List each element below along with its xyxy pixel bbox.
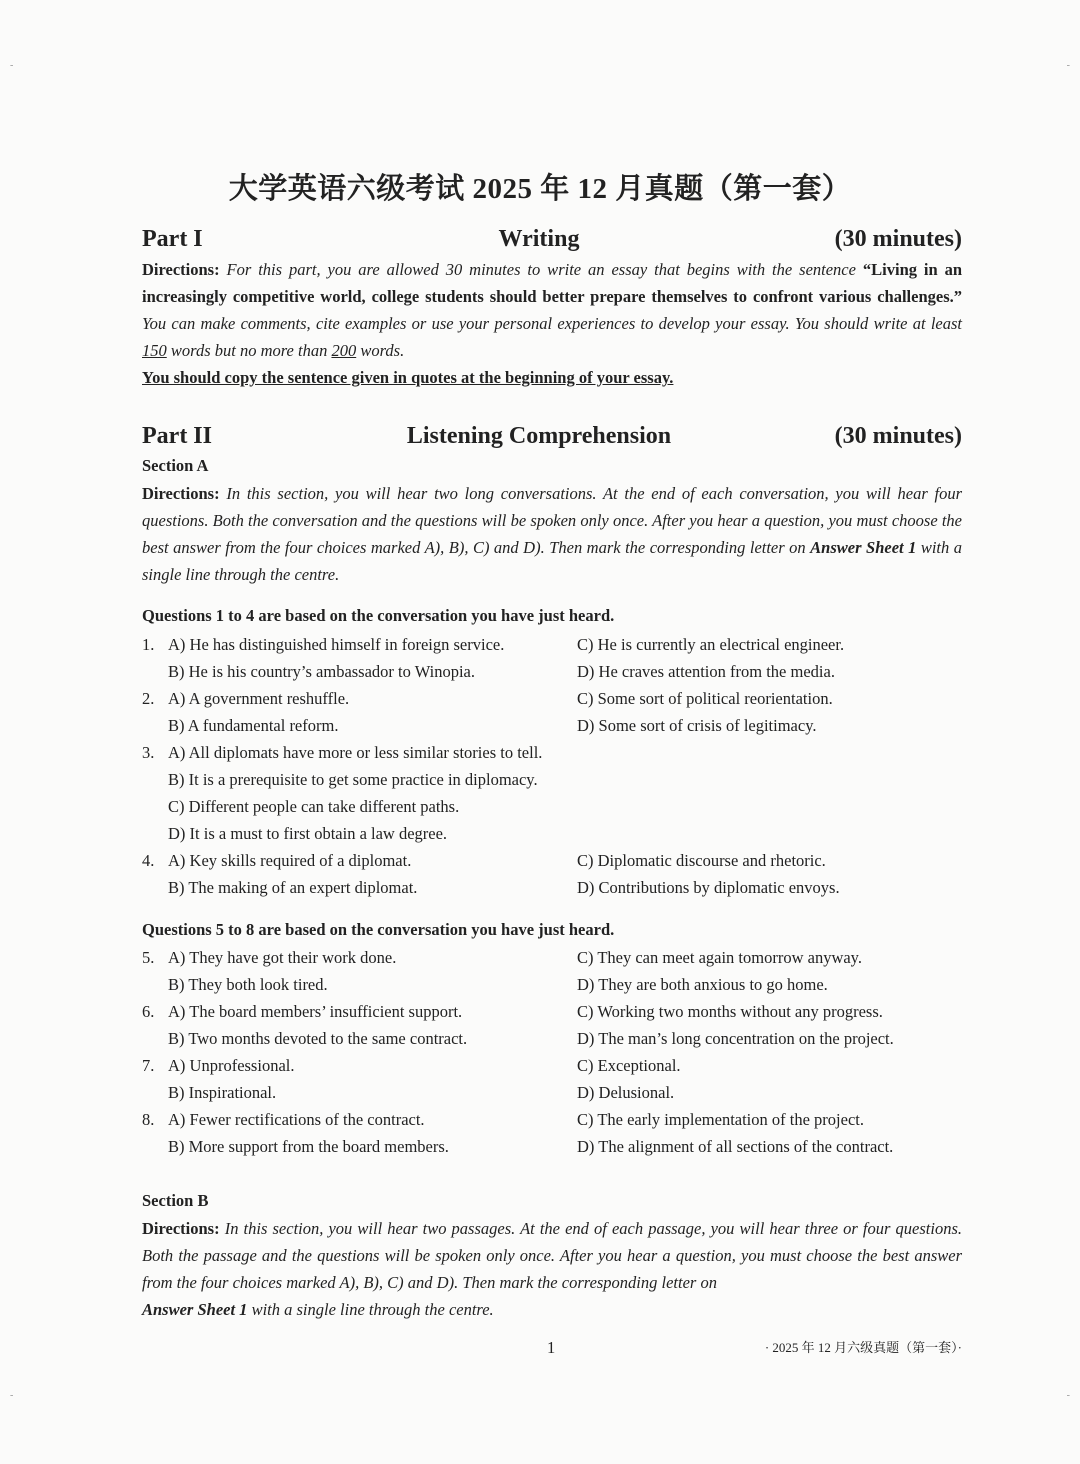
question-row bbox=[142, 847, 962, 874]
section-b-label: Section B bbox=[142, 1191, 209, 1210]
directions-label: Directions: bbox=[142, 484, 220, 503]
part1-number: Part I bbox=[142, 226, 203, 252]
choice-c: C) Some sort of political reorientation. bbox=[577, 689, 833, 708]
choice-a: A) They have got their work done. bbox=[168, 948, 397, 967]
question-row bbox=[142, 1106, 962, 1133]
part1-time: (30 minutes) bbox=[834, 226, 962, 252]
directions-text: For this part, you are allowed 30 minutes to write an essay that begins with the sentence bbox=[226, 260, 856, 279]
choice-d: D) Contributions by diplomatic envoys. bbox=[577, 878, 840, 897]
question-row bbox=[142, 685, 962, 712]
choice-a: A) A government reshuffle. bbox=[168, 689, 350, 708]
choice-a: A) The board members’ insufficient support. bbox=[168, 1002, 463, 1021]
directions-text: with a single line through the centre. bbox=[251, 1300, 494, 1319]
page-footer: · 2025 年 12 月六级真题（第一套）· bbox=[764, 1340, 962, 1355]
min-words: 150 bbox=[142, 341, 167, 360]
directions-text: In this section, you will hear two passages. At the end of each passage, you will hear three or four questions. Both the passage and the questions will be spoken only once. After you hear a question, you must choose the best answer from the four choices marked A), B), C) and D). Then mark the corresponding letter on bbox=[142, 1219, 962, 1292]
question-row bbox=[142, 971, 962, 998]
part2-number: Part II bbox=[142, 423, 212, 449]
choice-c: C) Working two months without any progress. bbox=[577, 1002, 883, 1021]
question-row bbox=[142, 793, 962, 820]
choice-b: B) A fundamental reform. bbox=[168, 716, 339, 735]
part2-time: (30 minutes) bbox=[834, 423, 962, 449]
question-row bbox=[142, 739, 962, 766]
directions-text: In this section, you will hear two long conversations. At the end of each conversation, you will hear four questions. Both the conversation and the questions will be spoken only once. After you hear a question, you must choose the best answer from the four choices marked A), B), C) and D). Then mark the corresponding letter on bbox=[142, 484, 962, 557]
words-end: words. bbox=[360, 341, 405, 360]
question-row bbox=[142, 1052, 962, 1079]
question-row bbox=[142, 766, 962, 793]
choice-c: C) Diplomatic discourse and rhetoric. bbox=[577, 851, 826, 870]
choice-a: A) All diplomats have more or less similar stories to tell. bbox=[168, 743, 543, 762]
choice-b: B) More support from the board members. bbox=[168, 1137, 449, 1156]
directions-label: Directions: bbox=[142, 1219, 220, 1238]
part1-title: Writing bbox=[498, 226, 580, 252]
section-a-label: Section A bbox=[142, 456, 209, 475]
choice-b: B) They both look tired. bbox=[168, 975, 328, 994]
question-group-heading: Questions 1 to 4 are based on the conversation you have just heard. bbox=[142, 606, 615, 625]
part1-header bbox=[142, 226, 962, 258]
choice-d: D) Delusional. bbox=[577, 1083, 675, 1102]
choice-a: A) Key skills required of a diplomat. bbox=[168, 851, 412, 870]
directions-label: Directions: bbox=[142, 260, 220, 279]
choice-b: B) It is a prerequisite to get some practice in diplomacy. bbox=[168, 770, 538, 789]
crop-mark: - bbox=[1066, 60, 1070, 71]
question-number: 5. bbox=[142, 948, 155, 967]
question-row bbox=[142, 1025, 962, 1052]
question-row bbox=[142, 820, 962, 847]
question-number: 7. bbox=[142, 1056, 155, 1075]
question-number: 2. bbox=[142, 689, 155, 708]
answer-sheet-ref: Answer Sheet 1 bbox=[810, 538, 917, 557]
question-number: 4. bbox=[142, 851, 155, 870]
section-b-directions bbox=[142, 1215, 962, 1323]
crop-mark: - bbox=[10, 1390, 14, 1401]
max-words: 200 bbox=[331, 341, 357, 360]
choice-c: C) The early implementation of the project. bbox=[577, 1110, 864, 1129]
section-a-directions bbox=[142, 480, 962, 588]
exam-title: 大学英语六级考试 2025 年 12 月真题（第一套） bbox=[228, 173, 852, 205]
question-row bbox=[142, 998, 962, 1025]
part1-directions bbox=[142, 256, 962, 391]
choice-c: C) He is currently an electrical engineer. bbox=[577, 635, 845, 654]
choice-c: C) Different people can take different paths. bbox=[168, 797, 460, 816]
choice-b: B) The making of an expert diplomat. bbox=[168, 878, 418, 897]
crop-mark: - bbox=[1066, 1390, 1070, 1401]
choice-d: D) Some sort of crisis of legitimacy. bbox=[577, 716, 817, 735]
choice-a: A) Unprofessional. bbox=[168, 1056, 295, 1075]
choice-d: D) They are both anxious to go home. bbox=[577, 975, 828, 994]
question-row bbox=[142, 658, 962, 685]
choice-b: B) Two months devoted to the same contract. bbox=[168, 1029, 468, 1048]
choice-b: B) Inspirational. bbox=[168, 1083, 277, 1102]
page-number: 1 bbox=[547, 1338, 556, 1357]
choice-a: A) Fewer rectifications of the contract. bbox=[168, 1110, 425, 1129]
question-number: 6. bbox=[142, 1002, 155, 1021]
question-number: 1. bbox=[142, 635, 155, 654]
question-number: 3. bbox=[142, 743, 155, 762]
choice-b: B) He is his country’s ambassador to Winopia. bbox=[168, 662, 475, 681]
choice-d: D) It is a must to first obtain a law degree. bbox=[168, 824, 448, 843]
question-row bbox=[142, 712, 962, 739]
question-number: 8. bbox=[142, 1110, 155, 1129]
question-row bbox=[142, 1133, 962, 1160]
choice-d: D) The alignment of all sections of the contract. bbox=[577, 1137, 894, 1156]
crop-mark: - bbox=[10, 60, 14, 71]
choice-c: C) Exceptional. bbox=[577, 1056, 681, 1075]
question-row bbox=[142, 874, 962, 901]
directions-text: with a single line through the centre. bbox=[142, 538, 963, 584]
essay-prompt-quote: “Living in an increasingly competitive world, college students should better prepare themselves to confront various challenges.” bbox=[142, 260, 963, 306]
directions-text: You can make comments, cite examples or use your personal experiences to develop your essay. You should write at least bbox=[142, 314, 962, 333]
words-mid: words but no more than bbox=[170, 341, 328, 360]
question-row bbox=[142, 944, 962, 971]
question-row bbox=[142, 631, 962, 658]
question-row bbox=[142, 1079, 962, 1106]
question-group-heading: Questions 5 to 8 are based on the conversation you have just heard. bbox=[142, 920, 615, 939]
choice-d: D) The man’s long concentration on the project. bbox=[577, 1029, 894, 1048]
choice-a: A) He has distinguished himself in foreign service. bbox=[168, 635, 505, 654]
choice-c: C) They can meet again tomorrow anyway. bbox=[577, 948, 862, 967]
part2-header bbox=[142, 423, 962, 455]
copy-note: You should copy the sentence given in quotes at the beginning of your essay. bbox=[142, 368, 674, 387]
part2-title: Listening Comprehension bbox=[406, 423, 672, 449]
choice-d: D) He craves attention from the media. bbox=[577, 662, 835, 681]
answer-sheet-ref: Answer Sheet 1 bbox=[142, 1300, 248, 1319]
